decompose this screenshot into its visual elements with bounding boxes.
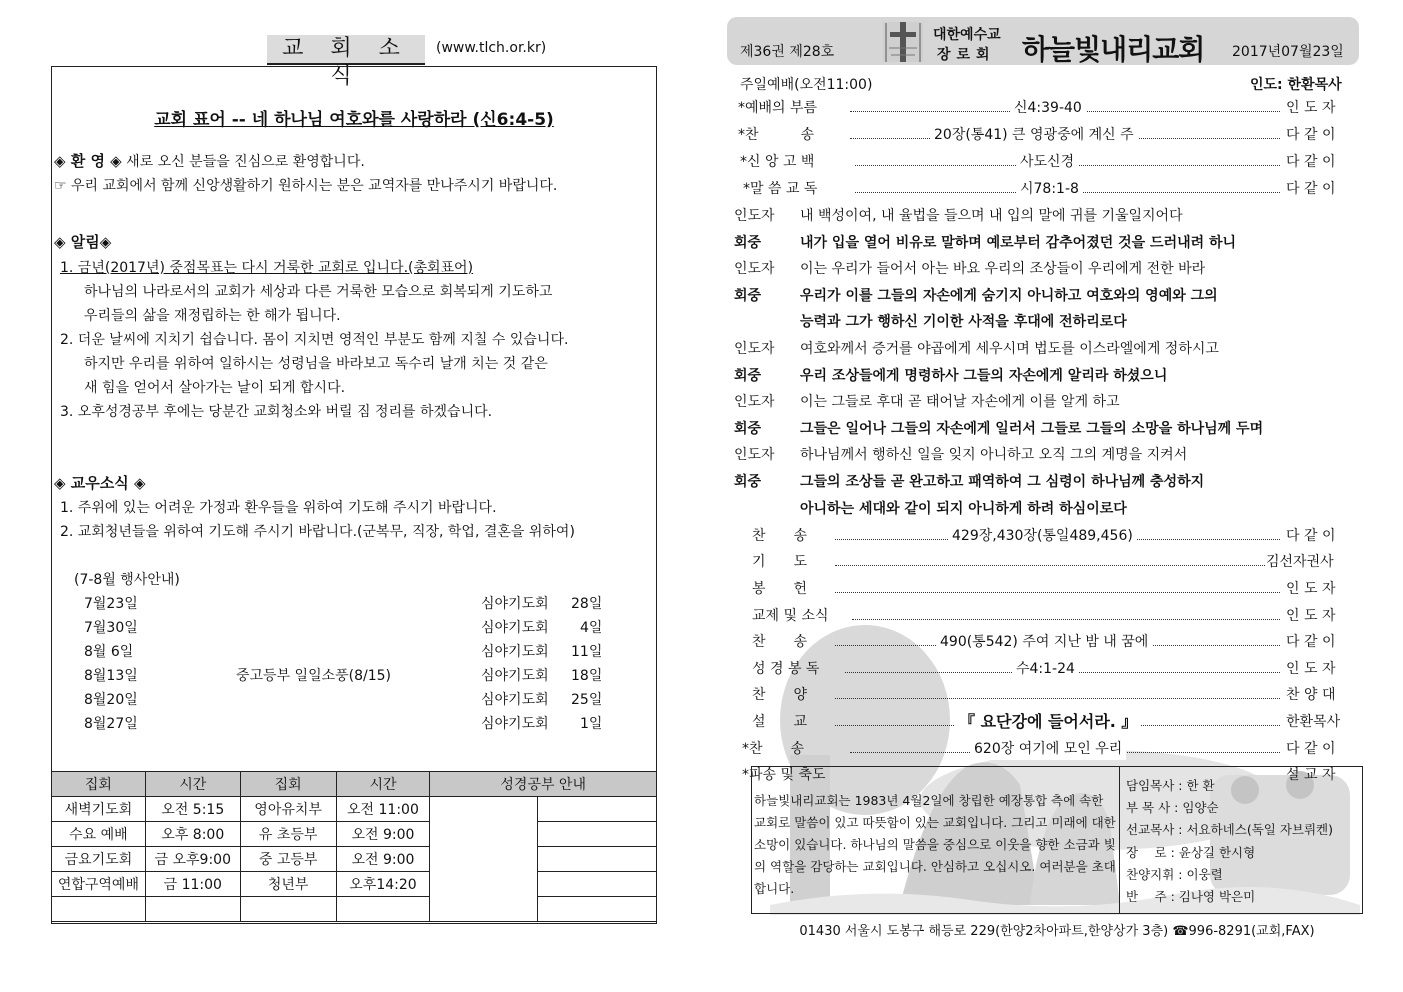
- reading-role: 회중: [734, 474, 762, 490]
- reading-text: 내 백성이여, 내 율법을 들으며 내 입의 말에 귀를 기울일지어다: [800, 208, 1183, 224]
- schedule-table: [51, 771, 657, 922]
- event-day: 11일: [571, 644, 603, 660]
- order-item-content: 20장(통41) 큰 영광중에 계신 주: [930, 124, 1138, 146]
- service-title: 주일예배(오전11:00): [740, 77, 873, 93]
- staff-entry: 선교목사 : 서요하네스(독일 자브뤼켄): [1126, 822, 1334, 837]
- reading-role: 인도자: [734, 394, 775, 410]
- reading-text: 아니하는 세대와 같이 되지 아니하게 하려 하심이로다: [800, 501, 1127, 517]
- order-item-name: *찬 송: [738, 127, 815, 143]
- welcome-text: 새로 오신 분들을 진심으로 환영합니다.: [121, 154, 365, 170]
- table-cell: 영아유치부: [240, 797, 336, 822]
- event-date: 7월30일: [84, 620, 138, 636]
- sermon-title: 『 요단강에 들어서라. 』: [955, 709, 1141, 731]
- table-cell: 오전 9:00: [336, 822, 430, 847]
- order-item-who: 김선자권사: [1266, 554, 1334, 570]
- order-item-who: 설 교 자: [1286, 767, 1336, 783]
- welcome-heading: ◈ 환 영 ◈: [54, 152, 122, 170]
- order-item-who: 다 같 이: [1286, 528, 1336, 544]
- reading-text: 우리 조상들에게 명령하사 그들의 자손에게 알리라 하셨으니: [800, 368, 1168, 384]
- staff-entry: 담임목사 : 한 환: [1126, 778, 1215, 793]
- event-vigil: 심야기도회: [481, 668, 549, 684]
- reading-role: 인도자: [734, 447, 775, 463]
- event-day: 25일: [571, 692, 603, 708]
- table-cell: 금 오후9:00: [145, 847, 240, 872]
- event-date: 8월20일: [84, 692, 138, 708]
- order-item-name: 찬 송: [752, 528, 808, 544]
- church-logo-icon: [883, 20, 923, 64]
- order-item-who: 인 도 자: [1286, 100, 1336, 116]
- welcome-line2: ☞ 우리 교회에서 함께 신앙생활하기 원하시는 분은 교역자를 만나주시기 바랍니다.: [54, 178, 558, 194]
- schedule-header: 시간: [145, 772, 240, 797]
- church-address: 01430 서울시 도봉구 해등로 229(한양2차아파트,한양상가 3층) ☎996-8291(교회,FAX): [799, 924, 1315, 939]
- order-item-content: 620장 여기에 모인 우리: [970, 738, 1126, 760]
- order-item-who: 인 도 자: [1286, 608, 1336, 624]
- dot-leader: [835, 592, 1280, 593]
- order-item-who: 다 같 이: [1286, 127, 1336, 143]
- staff-entry: 찬양지휘 : 이웅렬: [1126, 867, 1223, 882]
- reading-role: 회중: [734, 235, 762, 251]
- issue-number: 제36권 제28호: [740, 44, 835, 60]
- notice-line: 새 힘을 얻어서 살아가는 날이 되게 합시다.: [84, 380, 346, 396]
- schedule-header-row: [52, 772, 657, 797]
- event-date: 8월13일: [84, 668, 138, 684]
- table-row: [52, 872, 657, 897]
- event-date: 8월 6일: [84, 644, 134, 660]
- order-item-content: 신4:39-40: [1010, 97, 1086, 119]
- denomination-line1: 대한예수교: [933, 27, 1001, 43]
- table-cell: 중 고등부: [240, 847, 336, 872]
- event-vigil: 심야기도회: [481, 692, 549, 708]
- table-cell: 오전 11:00: [336, 797, 430, 822]
- table-cell: 오후 8:00: [145, 822, 240, 847]
- table-cell: [336, 897, 430, 922]
- order-item-who: 다 같 이: [1286, 181, 1336, 197]
- order-item-who: 다 같 이: [1286, 634, 1336, 650]
- table-cell: 새벽기도회: [52, 797, 146, 822]
- table-cell: 오전 9:00: [336, 847, 430, 872]
- bible-study-cell: [430, 797, 538, 922]
- website-url[interactable]: (www.tlch.or.kr): [436, 40, 547, 56]
- table-cell: 청년부: [240, 872, 336, 897]
- order-item-who: 한환목사: [1286, 714, 1341, 730]
- order-item-name: *파송 및 축도: [742, 767, 826, 783]
- reading-text: 그들의 조상들 곧 완고하고 패역하여 그 심령이 하나님께 충성하지: [800, 474, 1205, 490]
- event-day: 18일: [571, 668, 603, 684]
- welcome-section: [54, 150, 365, 171]
- event-date: 7월23일: [84, 596, 138, 612]
- staff-entry: 부 목 사 : 임양순: [1126, 800, 1219, 815]
- event-vigil: 심야기도회: [481, 596, 549, 612]
- event-date: 8월27일: [84, 716, 138, 732]
- reading-role: 인도자: [734, 208, 775, 224]
- table-cell: [52, 897, 146, 922]
- reading-text: 하나님께서 행하신 일을 잊지 아니하고 오직 그의 계명을 지켜서: [800, 447, 1188, 463]
- service-leader: 인도: 한환목사: [1250, 77, 1342, 93]
- order-item-who: 인 도 자: [1286, 581, 1336, 597]
- table-row: [52, 822, 657, 847]
- reading-text: 여호와께서 증거를 야곱에게 세우시며 법도를 이스라엘에게 정하시고: [800, 341, 1219, 357]
- pastoral-heading: ◈ 교우소식 ◈: [54, 474, 146, 492]
- order-item-name: 찬 양: [752, 687, 808, 703]
- table-cell: 수요 예배: [52, 822, 146, 847]
- table-cell: 금 11:00: [145, 872, 240, 897]
- table-cell: 연합구역예배: [52, 872, 146, 897]
- order-item-who: 찬 양 대: [1286, 687, 1336, 703]
- table-row: [52, 897, 657, 922]
- events-heading: (7-8월 행사안내): [74, 572, 180, 588]
- bulletin-date: 2017년07월23일: [1232, 44, 1344, 60]
- table-cell: 오전 5:15: [145, 797, 240, 822]
- church-motto: 교회 표어 -- 네 하나님 여호와를 사랑하라 (신6:4-5): [154, 110, 554, 130]
- bible-study-cell: [538, 847, 657, 872]
- divider: [1119, 766, 1120, 914]
- order-item-name: *예배의 부름: [738, 100, 818, 116]
- reading-text: 이는 우리가 들어서 아는 바요 우리의 조상들이 우리에게 전한 바라: [800, 261, 1206, 277]
- notice-line: 2. 더운 날씨에 지치기 쉽습니다. 몸이 지치면 영적인 부분도 함께 지칠 수 있습니다.: [60, 332, 569, 348]
- order-item-who: 다 같 이: [1286, 154, 1336, 170]
- notice-line: 우리들의 삶을 재정립하는 한 해가 됩니다.: [84, 308, 341, 324]
- table-cell: 금요기도회: [52, 847, 146, 872]
- dot-leader: [835, 565, 1265, 566]
- pastoral-line: 1. 주위에 있는 어려운 가정과 환우들을 위하여 기도해 주시기 바랍니다.: [60, 500, 497, 516]
- bible-study-cell: [538, 872, 657, 897]
- denomination-line2: 장로회: [937, 47, 996, 63]
- notice-line: 3. 오후성경공부 후에는 당분간 교회청소와 버릴 짐 정리를 하겠습니다.: [60, 404, 493, 420]
- table-row: [52, 847, 657, 872]
- notice-line: 1. 금년(2017년) 중점목표는 다시 거룩한 교회로 입니다.(총회표어): [60, 260, 474, 276]
- reading-role: 회중: [734, 288, 762, 304]
- reading-text: 능력과 그가 행하신 기이한 사적을 후대에 전하리로다: [800, 314, 1127, 330]
- table-cell: 오후14:20: [336, 872, 430, 897]
- reading-text: 내가 입을 열어 비유로 말하며 예로부터 감추어졌던 것을 드러내려 하니: [800, 235, 1237, 251]
- dot-leader: [852, 619, 1280, 620]
- bible-study-cell: [538, 797, 657, 822]
- schedule-header: 집회: [52, 772, 146, 797]
- order-item-content: 사도신경: [1016, 151, 1078, 173]
- notice-line: 하나님의 나라로서의 교회가 세상과 다른 거룩한 모습으로 회복되게 기도하고: [84, 284, 553, 300]
- event-day: 1일: [580, 716, 603, 732]
- event-vigil: 심야기도회: [481, 716, 549, 732]
- event-day: 4일: [580, 620, 603, 636]
- order-item-content: 490(통542) 주여 지난 밤 내 꿈에: [936, 631, 1152, 653]
- event-vigil: 심야기도회: [481, 620, 549, 636]
- event-name: 중고등부 일일소풍(8/15): [236, 668, 392, 684]
- reading-text: 그들은 일어나 그들의 자손에게 일러서 그들로 그들의 소망을 하나님께 두며: [800, 421, 1264, 437]
- order-item-name: *말 씀 교 독: [743, 181, 818, 197]
- order-item-name: 교제 및 소식: [752, 608, 829, 624]
- schedule-header: 집회: [240, 772, 336, 797]
- event-day: 28일: [571, 596, 603, 612]
- table-row: [52, 797, 657, 822]
- order-item-content: 시78:1-8: [1016, 178, 1083, 200]
- table-cell: [240, 897, 336, 922]
- reading-role: 회중: [734, 368, 762, 384]
- order-item-name: 봉 헌: [752, 581, 808, 597]
- church-intro: 하늘빛내리교회는 1983년 4월2일에 창립한 예장통합 측에 속한 교회로 말씀이 있고 따뜻함이 있는 교회입니다. 그리고 미래에 대한 소망이 있습니다. 하나님의 말씀을 중심으로 이웃을 향한 소금과 빛의 역할을 감당하는 교회입니다. 안심하고 오십시오. 여러분을 초대합니다.: [754, 793, 1116, 896]
- reading-role: 인도자: [734, 261, 775, 277]
- order-item-content: 수4:1-24: [1012, 658, 1079, 680]
- dot-leader: [835, 698, 1280, 699]
- notice-line: 하지만 우리를 위하여 일하시는 성령님을 바라보고 독수리 날개 치는 것 같은: [84, 356, 548, 372]
- news-title: 교 회 소 식: [267, 35, 425, 65]
- order-item-content: 429장,430장(통일489,456): [948, 525, 1137, 547]
- pastoral-line: 2. 교회청년들을 위하여 기도해 주시기 바랍니다.(군복무, 직장, 학업, 결혼을 위하여): [60, 524, 575, 540]
- staff-entry: 장 로 : 윤상길 한시형: [1126, 845, 1256, 860]
- order-item-name: 찬 송: [752, 634, 808, 650]
- schedule-header: 시간: [336, 772, 430, 797]
- staff-entry: 반 주 : 김나영 박은미: [1126, 889, 1256, 904]
- order-item-name: 성 경 봉 독: [752, 661, 820, 677]
- church-name: 하늘빛내리교회: [1022, 33, 1205, 66]
- reading-text: 이는 그들로 후대 곧 태어날 자손에게 이를 알게 하고: [800, 394, 1120, 410]
- reading-text: 우리가 이를 그들의 자손에게 숨기지 아니하고 여호와의 영예와 그의: [800, 288, 1218, 304]
- reading-role: 회중: [734, 421, 762, 437]
- order-item-who: 인 도 자: [1286, 661, 1336, 677]
- schedule-header: 성경공부 안내: [430, 772, 657, 797]
- table-cell: 유 초등부: [240, 822, 336, 847]
- table-cell: [145, 897, 240, 922]
- order-item-who: 다 같 이: [1286, 741, 1336, 757]
- order-item-name: 설 교: [752, 714, 808, 730]
- bible-study-cell: [538, 822, 657, 847]
- reading-role: 인도자: [734, 341, 775, 357]
- notice-heading: ◈ 알림◈: [54, 233, 112, 251]
- order-item-name: *신 앙 고 백: [740, 154, 815, 170]
- bible-study-cell: [538, 897, 657, 922]
- order-item-name: 기 도: [752, 554, 808, 570]
- event-vigil: 심야기도회: [481, 644, 549, 660]
- order-item-name: *찬 송: [742, 741, 805, 757]
